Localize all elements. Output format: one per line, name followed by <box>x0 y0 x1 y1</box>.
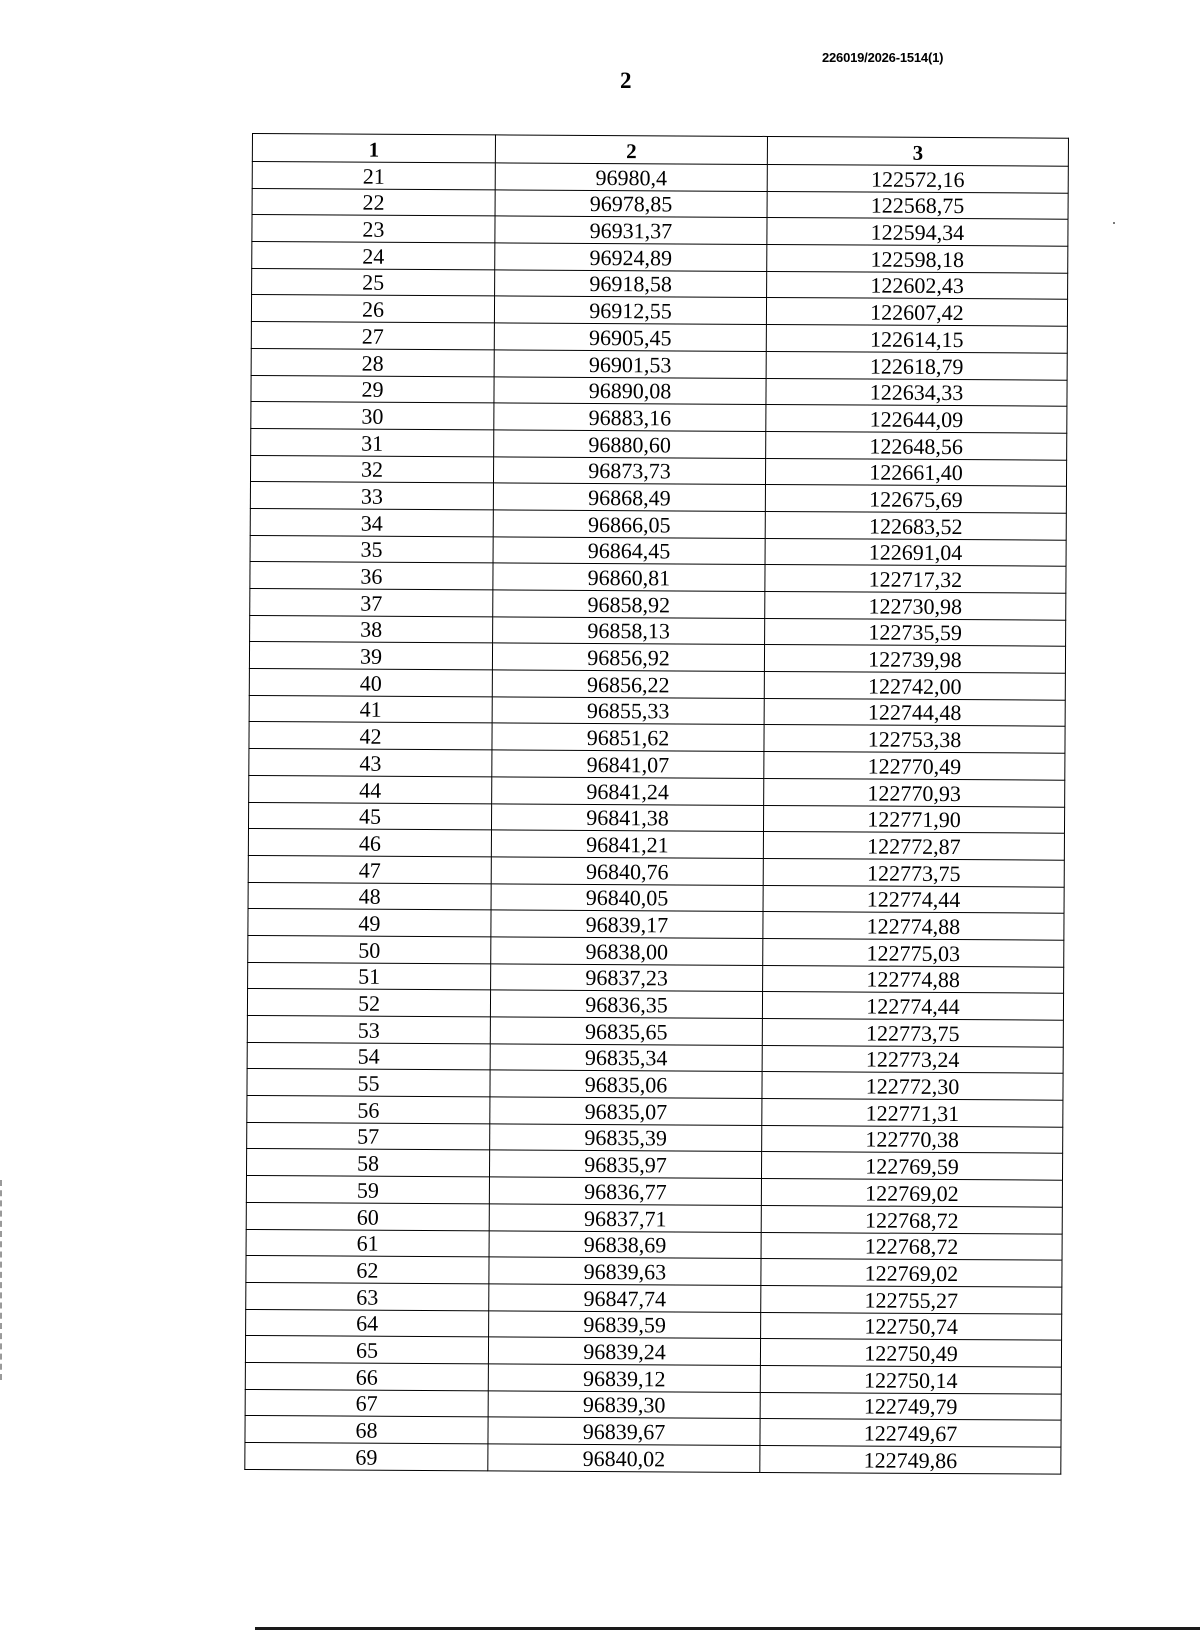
table-cell: 96839,67 <box>488 1417 760 1445</box>
table-cell: 96978,85 <box>495 190 767 218</box>
table-cell: 56 <box>247 1096 490 1124</box>
table-cell: 96841,21 <box>491 830 763 858</box>
table-row <box>247 1015 1063 1046</box>
table-cell: 122749,79 <box>760 1392 1061 1420</box>
table-cell: 96839,24 <box>488 1337 760 1365</box>
table-cell: 96905,45 <box>494 323 766 351</box>
table-cell: 96883,16 <box>494 403 766 431</box>
table-cell: 122769,02 <box>761 1179 1062 1207</box>
table-cell: 69 <box>245 1442 488 1470</box>
table-cell: 122769,59 <box>761 1152 1062 1180</box>
table-row <box>250 562 1066 593</box>
table-cell: 122772,87 <box>763 832 1064 860</box>
table-cell: 96858,13 <box>493 617 765 645</box>
table-cell: 96840,05 <box>491 883 763 911</box>
table-cell: 22 <box>252 188 495 216</box>
table-cell: 54 <box>247 1042 490 1070</box>
table-cell: 96839,12 <box>488 1364 760 1392</box>
table-cell: 44 <box>249 775 492 803</box>
table-row <box>251 348 1067 379</box>
table-cell: 62 <box>246 1256 489 1284</box>
table-cell: 122769,02 <box>761 1259 1062 1287</box>
table-row <box>245 1336 1061 1367</box>
table-cell: 122730,98 <box>765 591 1066 619</box>
scan-edge-mark <box>0 1180 4 1380</box>
table-cell: 67 <box>245 1389 488 1417</box>
table-cell: 30 <box>251 402 494 430</box>
table-cell: 64 <box>246 1309 489 1337</box>
table-row <box>249 669 1065 700</box>
table-row <box>248 882 1064 913</box>
table-cell: 37 <box>250 588 493 616</box>
table-row <box>251 375 1067 406</box>
table-cell: 96868,49 <box>493 483 765 511</box>
table-cell: 122768,72 <box>761 1205 1062 1233</box>
table-cell: 31 <box>251 428 494 456</box>
table-row <box>247 1069 1063 1100</box>
table-cell: 122755,27 <box>761 1285 1062 1313</box>
table-cell: 96840,02 <box>488 1444 760 1472</box>
table-cell: 122602,43 <box>767 271 1068 299</box>
table-row <box>250 455 1066 486</box>
table-cell: 122691,04 <box>765 538 1066 566</box>
table-row <box>252 162 1068 193</box>
table-cell: 122774,44 <box>763 885 1064 913</box>
table-cell: 122607,42 <box>766 298 1067 326</box>
table-row <box>247 989 1063 1020</box>
table-cell: 96860,81 <box>493 563 765 591</box>
table-cell: 122771,31 <box>762 1099 1063 1127</box>
table-cell: 49 <box>248 909 491 937</box>
table-row <box>251 428 1067 459</box>
table-cell: 35 <box>250 535 493 563</box>
table-cell: 96835,39 <box>490 1124 762 1152</box>
table-cell: 46 <box>248 829 491 857</box>
table-cell: 122770,93 <box>764 778 1065 806</box>
table-cell: 96918,58 <box>495 270 767 298</box>
table-cell: 96839,30 <box>488 1391 760 1419</box>
table-cell: 96840,76 <box>491 857 763 885</box>
table-cell: 45 <box>248 802 491 830</box>
table-cell: 61 <box>246 1229 489 1257</box>
table-cell: 96837,71 <box>489 1204 761 1232</box>
table-cell: 96839,17 <box>491 910 763 938</box>
table-row <box>246 1256 1062 1287</box>
table-cell: 122749,67 <box>760 1419 1061 1447</box>
table-cell: 122774,44 <box>762 992 1063 1020</box>
table-cell: 122744,48 <box>764 698 1065 726</box>
table-cell: 43 <box>249 749 492 777</box>
table-cell: 122753,38 <box>764 725 1065 753</box>
table-cell: 24 <box>252 242 495 270</box>
table-cell: 59 <box>246 1176 489 1204</box>
column-header: 2 <box>495 135 767 165</box>
table-cell: 51 <box>248 962 491 990</box>
table-cell: 65 <box>245 1336 488 1364</box>
table-header-row <box>252 134 1068 167</box>
table-cell: 122568,75 <box>767 191 1068 219</box>
table-cell: 96836,77 <box>489 1177 761 1205</box>
table-cell: 122750,49 <box>760 1339 1061 1367</box>
table-cell: 96856,22 <box>492 670 764 698</box>
table-cell: 96980,4 <box>495 163 767 191</box>
table-cell: 96880,60 <box>494 430 766 458</box>
table-row <box>245 1389 1061 1420</box>
table-row <box>249 749 1065 780</box>
table-cell: 28 <box>251 348 494 376</box>
table-cell: 96841,38 <box>491 803 763 831</box>
table-cell: 122770,49 <box>764 752 1065 780</box>
table-row <box>252 268 1068 299</box>
table-cell: 96851,62 <box>492 723 764 751</box>
table-row <box>251 295 1067 326</box>
table-body <box>245 162 1069 1474</box>
table-cell: 39 <box>249 642 492 670</box>
table-cell: 122683,52 <box>765 511 1066 539</box>
table-cell: 96837,23 <box>491 964 763 992</box>
table-row <box>250 535 1066 566</box>
table-cell: 47 <box>248 855 491 883</box>
table-cell: 122661,40 <box>765 458 1066 486</box>
table-row <box>245 1362 1061 1393</box>
table-cell: 96858,92 <box>493 590 765 618</box>
table-cell: 122774,88 <box>763 912 1064 940</box>
table-row <box>247 1122 1063 1153</box>
table-cell: 26 <box>251 295 494 323</box>
table-row <box>248 829 1064 860</box>
table-cell: 96847,74 <box>489 1284 761 1312</box>
table-row <box>246 1309 1062 1340</box>
table-cell: 96855,33 <box>492 697 764 725</box>
table-row <box>247 1042 1063 1073</box>
table-cell: 48 <box>248 882 491 910</box>
table-row <box>252 188 1068 219</box>
column-header: 1 <box>252 134 495 163</box>
table-cell: 96839,63 <box>489 1257 761 1285</box>
table-cell: 53 <box>247 1015 490 1043</box>
table-cell: 122739,98 <box>764 645 1065 673</box>
table-row <box>248 962 1064 993</box>
table-cell: 122768,72 <box>761 1232 1062 1260</box>
table-cell: 122675,69 <box>765 485 1066 513</box>
table-cell: 96835,97 <box>489 1150 761 1178</box>
table-cell: 23 <box>252 215 495 243</box>
table-cell: 96835,07 <box>490 1097 762 1125</box>
table-cell: 38 <box>250 615 493 643</box>
table-row <box>245 1416 1061 1447</box>
table-row <box>248 909 1064 940</box>
table-cell: 122772,30 <box>762 1072 1063 1100</box>
table-cell: 27 <box>251 322 494 350</box>
table-cell: 68 <box>245 1416 488 1444</box>
table-row <box>251 322 1067 353</box>
table-row <box>245 1442 1061 1473</box>
table-cell: 55 <box>247 1069 490 1097</box>
table-cell: 122749,86 <box>760 1445 1061 1473</box>
scan-speck <box>1113 222 1115 224</box>
table-cell: 96856,92 <box>492 643 764 671</box>
table-cell: 34 <box>250 508 493 536</box>
table-cell: 96838,69 <box>489 1230 761 1258</box>
table-cell: 122735,59 <box>765 618 1066 646</box>
table-cell: 58 <box>246 1149 489 1177</box>
table-cell: 96864,45 <box>493 537 765 565</box>
table-cell: 63 <box>246 1282 489 1310</box>
table-cell: 122594,34 <box>767 218 1068 246</box>
table-row <box>248 855 1064 886</box>
table-row <box>250 615 1066 646</box>
coordinates-table-container <box>244 133 1069 1474</box>
table-cell: 122773,75 <box>763 858 1064 886</box>
table-cell: 96931,37 <box>495 216 767 244</box>
table-row <box>246 1149 1062 1180</box>
table-cell: 66 <box>245 1362 488 1390</box>
table-cell: 122775,03 <box>763 938 1064 966</box>
table-row <box>251 402 1067 433</box>
table-cell: 41 <box>249 695 492 723</box>
table-cell: 122773,75 <box>762 1018 1063 1046</box>
table-row <box>250 508 1066 539</box>
table-cell: 122618,79 <box>766 351 1067 379</box>
table-row <box>246 1229 1062 1260</box>
table-cell: 122770,38 <box>762 1125 1063 1153</box>
table-row <box>246 1202 1062 1233</box>
table-cell: 96839,59 <box>489 1310 761 1338</box>
table-cell: 122750,14 <box>760 1365 1061 1393</box>
table-cell: 96912,55 <box>494 296 766 324</box>
table-cell: 122644,09 <box>766 405 1067 433</box>
table-row <box>252 242 1068 273</box>
table-cell: 96866,05 <box>493 510 765 538</box>
table-cell: 96890,08 <box>494 376 766 404</box>
table-cell: 40 <box>249 669 492 697</box>
table-cell: 122598,18 <box>767 245 1068 273</box>
table-cell: 122614,15 <box>766 325 1067 353</box>
table-cell: 96836,35 <box>490 990 762 1018</box>
table-row <box>250 588 1066 619</box>
table-cell: 36 <box>250 562 493 590</box>
table-cell: 122742,00 <box>764 672 1065 700</box>
table-row <box>248 802 1064 833</box>
coordinates-table <box>244 133 1069 1474</box>
table-cell: 96841,07 <box>492 750 764 778</box>
page-number: 2 <box>620 68 632 93</box>
table-cell: 96838,00 <box>491 937 763 965</box>
table-cell: 52 <box>247 989 490 1017</box>
table-cell: 96924,89 <box>495 243 767 271</box>
table-cell: 96873,73 <box>493 456 765 484</box>
table-cell: 33 <box>250 482 493 510</box>
table-cell: 50 <box>248 935 491 963</box>
table-cell: 122774,88 <box>763 965 1064 993</box>
table-cell: 96835,34 <box>490 1044 762 1072</box>
table-cell: 96841,24 <box>492 777 764 805</box>
table-cell: 32 <box>250 455 493 483</box>
table-row <box>247 1096 1063 1127</box>
table-row <box>249 722 1065 753</box>
table-row <box>246 1282 1062 1313</box>
table-row <box>249 642 1065 673</box>
table-cell: 122750,74 <box>761 1312 1062 1340</box>
table-cell: 122572,16 <box>767 164 1068 192</box>
table-cell: 96835,06 <box>490 1070 762 1098</box>
table-cell: 122717,32 <box>765 565 1066 593</box>
table-cell: 122771,90 <box>763 805 1064 833</box>
table-row <box>248 935 1064 966</box>
table-cell: 122648,56 <box>766 431 1067 459</box>
table-cell: 96901,53 <box>494 350 766 378</box>
table-cell: 25 <box>252 268 495 296</box>
document-id: 226019/2026-1514(1) <box>822 50 944 65</box>
table-cell: 42 <box>249 722 492 750</box>
column-header: 3 <box>767 136 1068 166</box>
table-cell: 57 <box>247 1122 490 1150</box>
table-cell: 60 <box>246 1202 489 1230</box>
table-cell: 29 <box>251 375 494 403</box>
table-row <box>250 482 1066 513</box>
table-cell: 96835,65 <box>490 1017 762 1045</box>
table-row <box>252 215 1068 246</box>
table-cell: 21 <box>252 162 495 190</box>
table-row <box>246 1176 1062 1207</box>
table-cell: 122634,33 <box>766 378 1067 406</box>
table-cell: 122773,24 <box>762 1045 1063 1073</box>
table-row <box>249 775 1065 806</box>
table-row <box>249 695 1065 726</box>
